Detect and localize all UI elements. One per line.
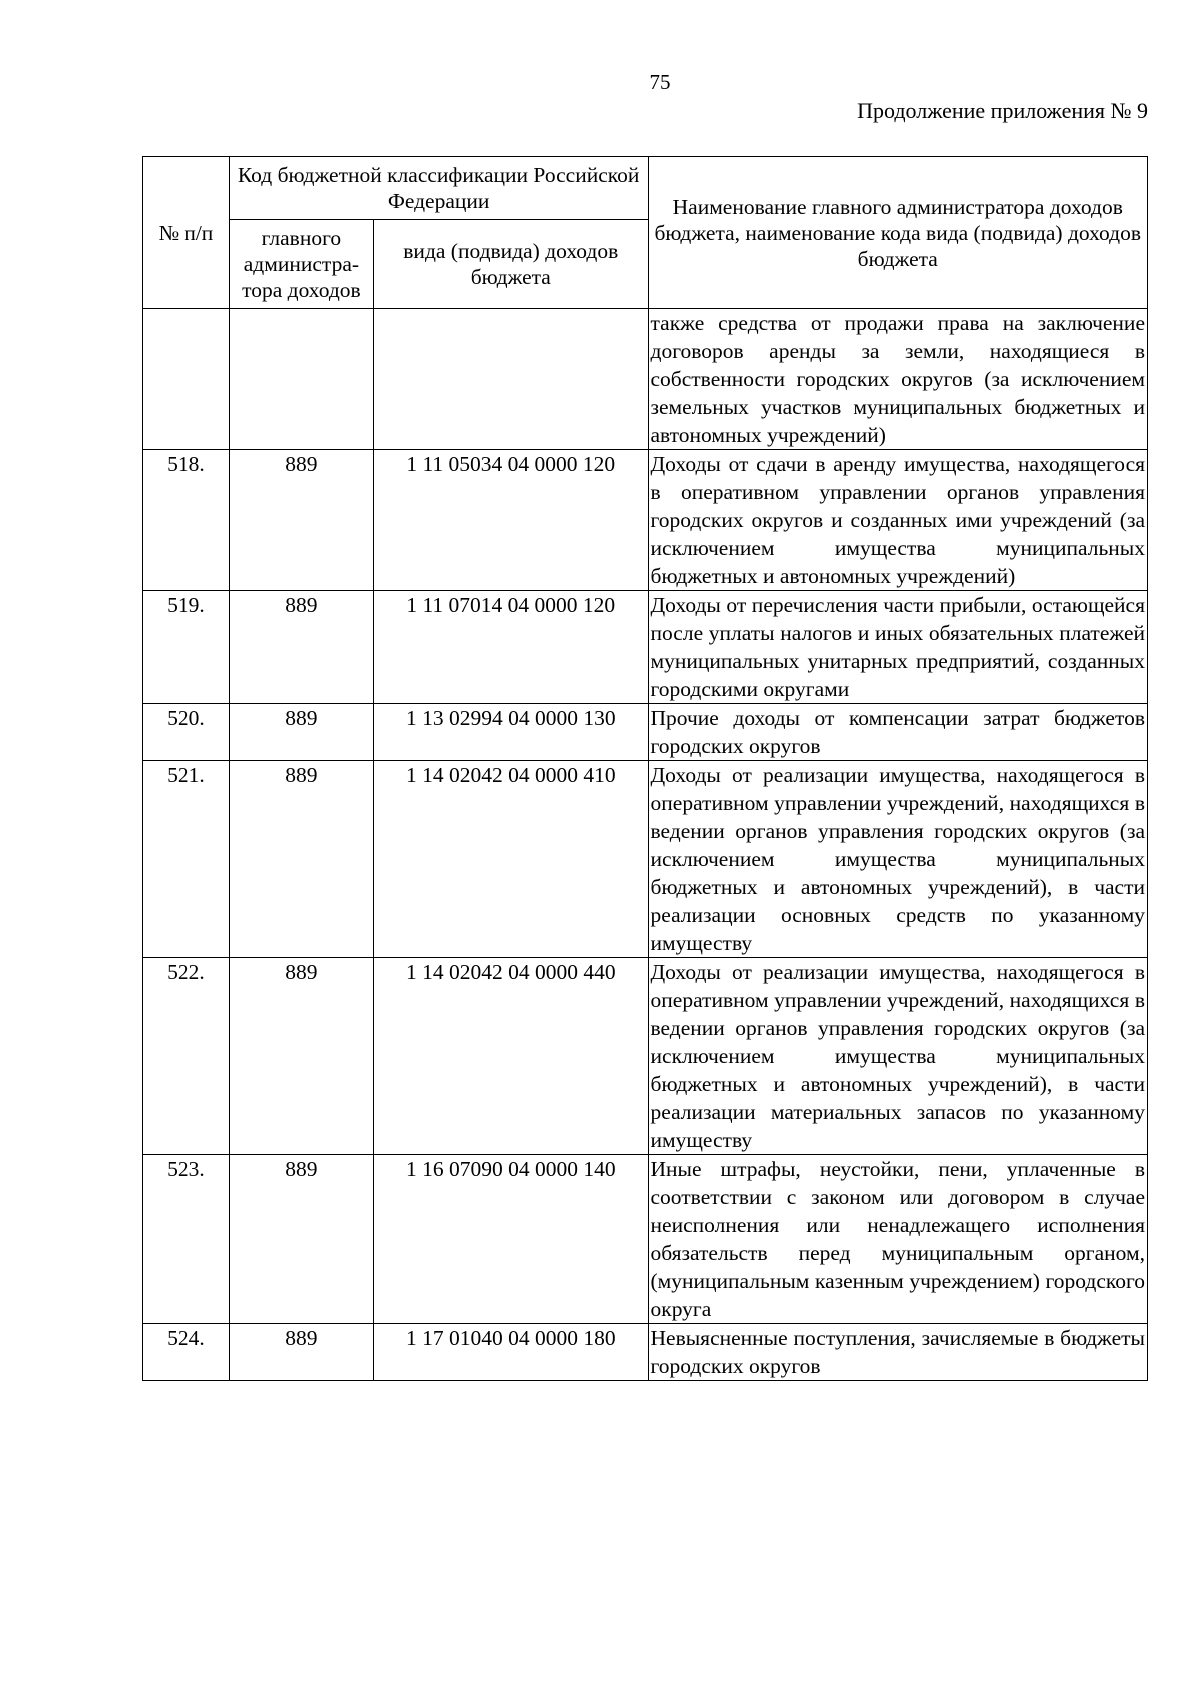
income-description: Иные штрафы, неустойки, пени, уплаченные в соответствии с законом или договором в случае неисполнения или ненадлежащего исполнения обязательств перед муниципальным органом, (муниципальным казенным учреждением) городского округа [648,1155,1147,1324]
income-description: Доходы от реализации имущества, находящегося в оперативном управлении учреждений, находящихся в ведении органов управления городских округов (за исключением имущества муниципальных бюджетных и автономных учреждений), в части реализации основных средств по указанному имуществу [648,761,1147,958]
table-row [143,761,1148,958]
row-number: 522. [143,958,230,1155]
row-number: 523. [143,1155,230,1324]
administrator-code: 889 [229,591,373,704]
header-main-administrator: главного администра-тора доходов [229,220,373,309]
income-description: также средства от продажи права на заключение договоров аренды за земли, находящиеся в собственности городских округов (за исключением земельных участков муниципальных бюджетных и автономных учреждений) [648,309,1147,450]
row-number: 520. [143,704,230,761]
table-row [143,591,1148,704]
administrator-code: 889 [229,1324,373,1381]
table-row [143,1155,1148,1324]
row-number: 519. [143,591,230,704]
table-row [143,1324,1148,1381]
budget-classification-table [142,156,1148,1381]
income-code: 1 16 07090 04 0000 140 [374,1155,648,1324]
income-code: 1 11 05034 04 0000 120 [374,450,648,591]
income-code [374,309,648,450]
row-number [143,309,230,450]
page-number: 75 [649,70,671,94]
table-row [143,704,1148,761]
header-administrator-name: Наименование главного администратора доходов бюджета, наименование кода вида (подвида) доходов бюджета [648,157,1147,309]
income-description: Невыясненные поступления, зачисляемые в бюджеты городских округов [648,1324,1147,1381]
row-number: 521. [143,761,230,958]
header-row-number: № п/п [143,157,230,309]
income-code: 1 14 02042 04 0000 410 [374,761,648,958]
row-number: 524. [143,1324,230,1381]
administrator-code: 889 [229,704,373,761]
administrator-code: 889 [229,761,373,958]
administrator-code: 889 [229,958,373,1155]
administrator-code: 889 [229,1155,373,1324]
table-row [143,450,1148,591]
row-number: 518. [143,450,230,591]
income-description: Доходы от перечисления части прибыли, остающейся после уплаты налогов и иных обязательных платежей муниципальных унитарных предприятий, созданных городскими округами [648,591,1147,704]
income-description: Прочие доходы от компенсации затрат бюджетов городских округов [648,704,1147,761]
administrator-code: 889 [229,450,373,591]
income-description: Доходы от сдачи в аренду имущества, находящегося в оперативном управлении органов управления городских округов и созданных ими учреждений (за исключением имущества муниципальных бюджетных и автономных учреждений) [648,450,1147,591]
income-description: Доходы от реализации имущества, находящегося в оперативном управлении учреждений, находящихся в ведении органов управления городских округов (за исключением имущества муниципальных бюджетных и автономных учреждений), в части реализации материальных запасов по указанному имуществу [648,958,1147,1155]
income-code: 1 13 02994 04 0000 130 [374,704,648,761]
income-code: 1 11 07014 04 0000 120 [374,591,648,704]
income-code: 1 14 02042 04 0000 440 [374,958,648,1155]
appendix-continuation-note: Продолжение приложения № 9 [857,98,1148,123]
income-code: 1 17 01040 04 0000 180 [374,1324,648,1381]
administrator-code [229,309,373,450]
header-classification-code: Код бюджетной классификации Российской Федерации [229,157,648,220]
table-row [143,958,1148,1155]
table-row [143,309,1148,450]
header-income-type: вида (подвида) доходов бюджета [374,220,648,309]
